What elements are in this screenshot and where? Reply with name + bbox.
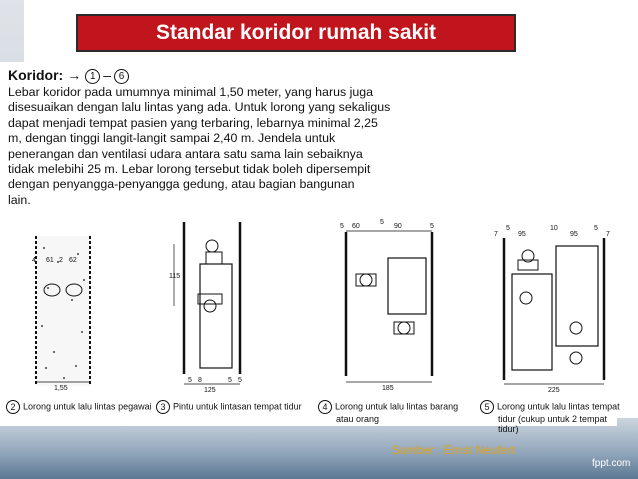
figure-number-circle: 5 [480,400,494,414]
koridor-text-block [8,66,414,216]
paragraph-line: dengan penyangga-penyangga gedung, atau bagian bangunan [8,177,355,192]
dim-label: 90 [394,223,402,230]
paragraph-line: lain. [8,192,31,207]
dim-label: 5 [430,223,434,230]
caption-text: Lorong untuk lalu lintas tempat [497,401,620,412]
dim-label: 62 [69,257,77,264]
dim-label: 8 [198,377,202,384]
dim-label: 115 [169,273,181,280]
paragraph-line: Lebar koridor pada umumnya minimal 1,50 meter, yang harus juga [8,85,374,99]
ref-circle-end: 6 [114,69,129,84]
caption-text: Pintu untuk lintasan tempat tidur [173,401,302,412]
dim-label: 5 [594,225,598,232]
slide-title: Standar koridor rumah sakit [76,14,516,52]
dim-label: 5 [228,377,232,384]
arrow-icon: → [67,67,82,83]
staff-corridor-drawing [28,228,98,393]
figure-goods-corridor [338,218,442,394]
figure-bed-corridor [494,218,614,396]
caption-text: Lorong untuk lalu lintas pegawai [23,401,152,412]
dim-label: 5 [188,377,192,384]
brand-watermark: fppt.com [592,458,631,469]
dim-label: 95 [518,231,526,238]
caption-figure-5 [480,400,630,434]
koridor-heading-line [8,66,414,84]
dim-label: 4 [32,257,36,264]
figure-number-circle: 4 [318,400,332,414]
caption-text: atau orang [336,414,380,424]
dim-label: 5 [340,223,344,230]
dim-label: 2 [59,257,63,264]
paragraph-line: m, dengan tinggi langit-langit sampai 2,40 m. Jendela untuk [8,131,336,146]
dim-label: 5 [506,225,510,232]
caption-figure-4 [318,400,488,424]
dim-label: 225 [548,387,560,394]
dim-label: 1,55 [54,385,68,392]
dim-label: 5 [238,377,242,384]
goods-corridor-drawing [338,218,442,394]
figure-number-circle: 3 [156,400,170,414]
paragraph-line: penerangan dan ventilasi udara antara satu sama lain sebaiknya [8,146,363,161]
paragraph-line: disesuaikan dengan lalu lintas yang ada. Untuk lorong yang sekaligus [8,100,391,115]
caption-figure-3 [156,400,326,414]
paragraph-line: tidak melebihi 25 m. Lebar lorong tersebut tidak boleh dipersempit [8,162,371,177]
caption-text: Lorong untuk lalu lintas barang [335,401,459,412]
source-credit: Sumber : Ernst Neufert [392,443,515,457]
dim-label: 125 [204,387,216,394]
ref-dash: – [103,67,112,83]
dim-label: 5 [380,219,384,226]
bed-corridor-drawing [494,218,614,396]
dim-label: 61 [46,257,54,264]
ref-circle-start: 1 [85,69,100,84]
dim-label: 185 [382,385,394,392]
dim-label: 95 [570,231,578,238]
bed-door-drawing [168,218,260,396]
dim-label: 7 [606,231,610,238]
koridor-paragraph [8,85,414,208]
caption-text: tidur (cukup untuk 2 tempat tidur) [498,414,608,434]
dim-label: 60 [352,223,360,230]
figure-number-circle: 2 [6,400,20,414]
dim-label: 7 [494,231,498,238]
paragraph-line: dapat menjadi tempat pasien yang terbaring, lebarnya minimal 2,25 [8,115,378,130]
dim-label: 10 [550,225,558,232]
figure-staff-corridor [28,228,98,393]
figure-bed-door [168,218,260,396]
caption-figure-2 [6,400,166,414]
koridor-heading: Koridor: [8,67,64,83]
